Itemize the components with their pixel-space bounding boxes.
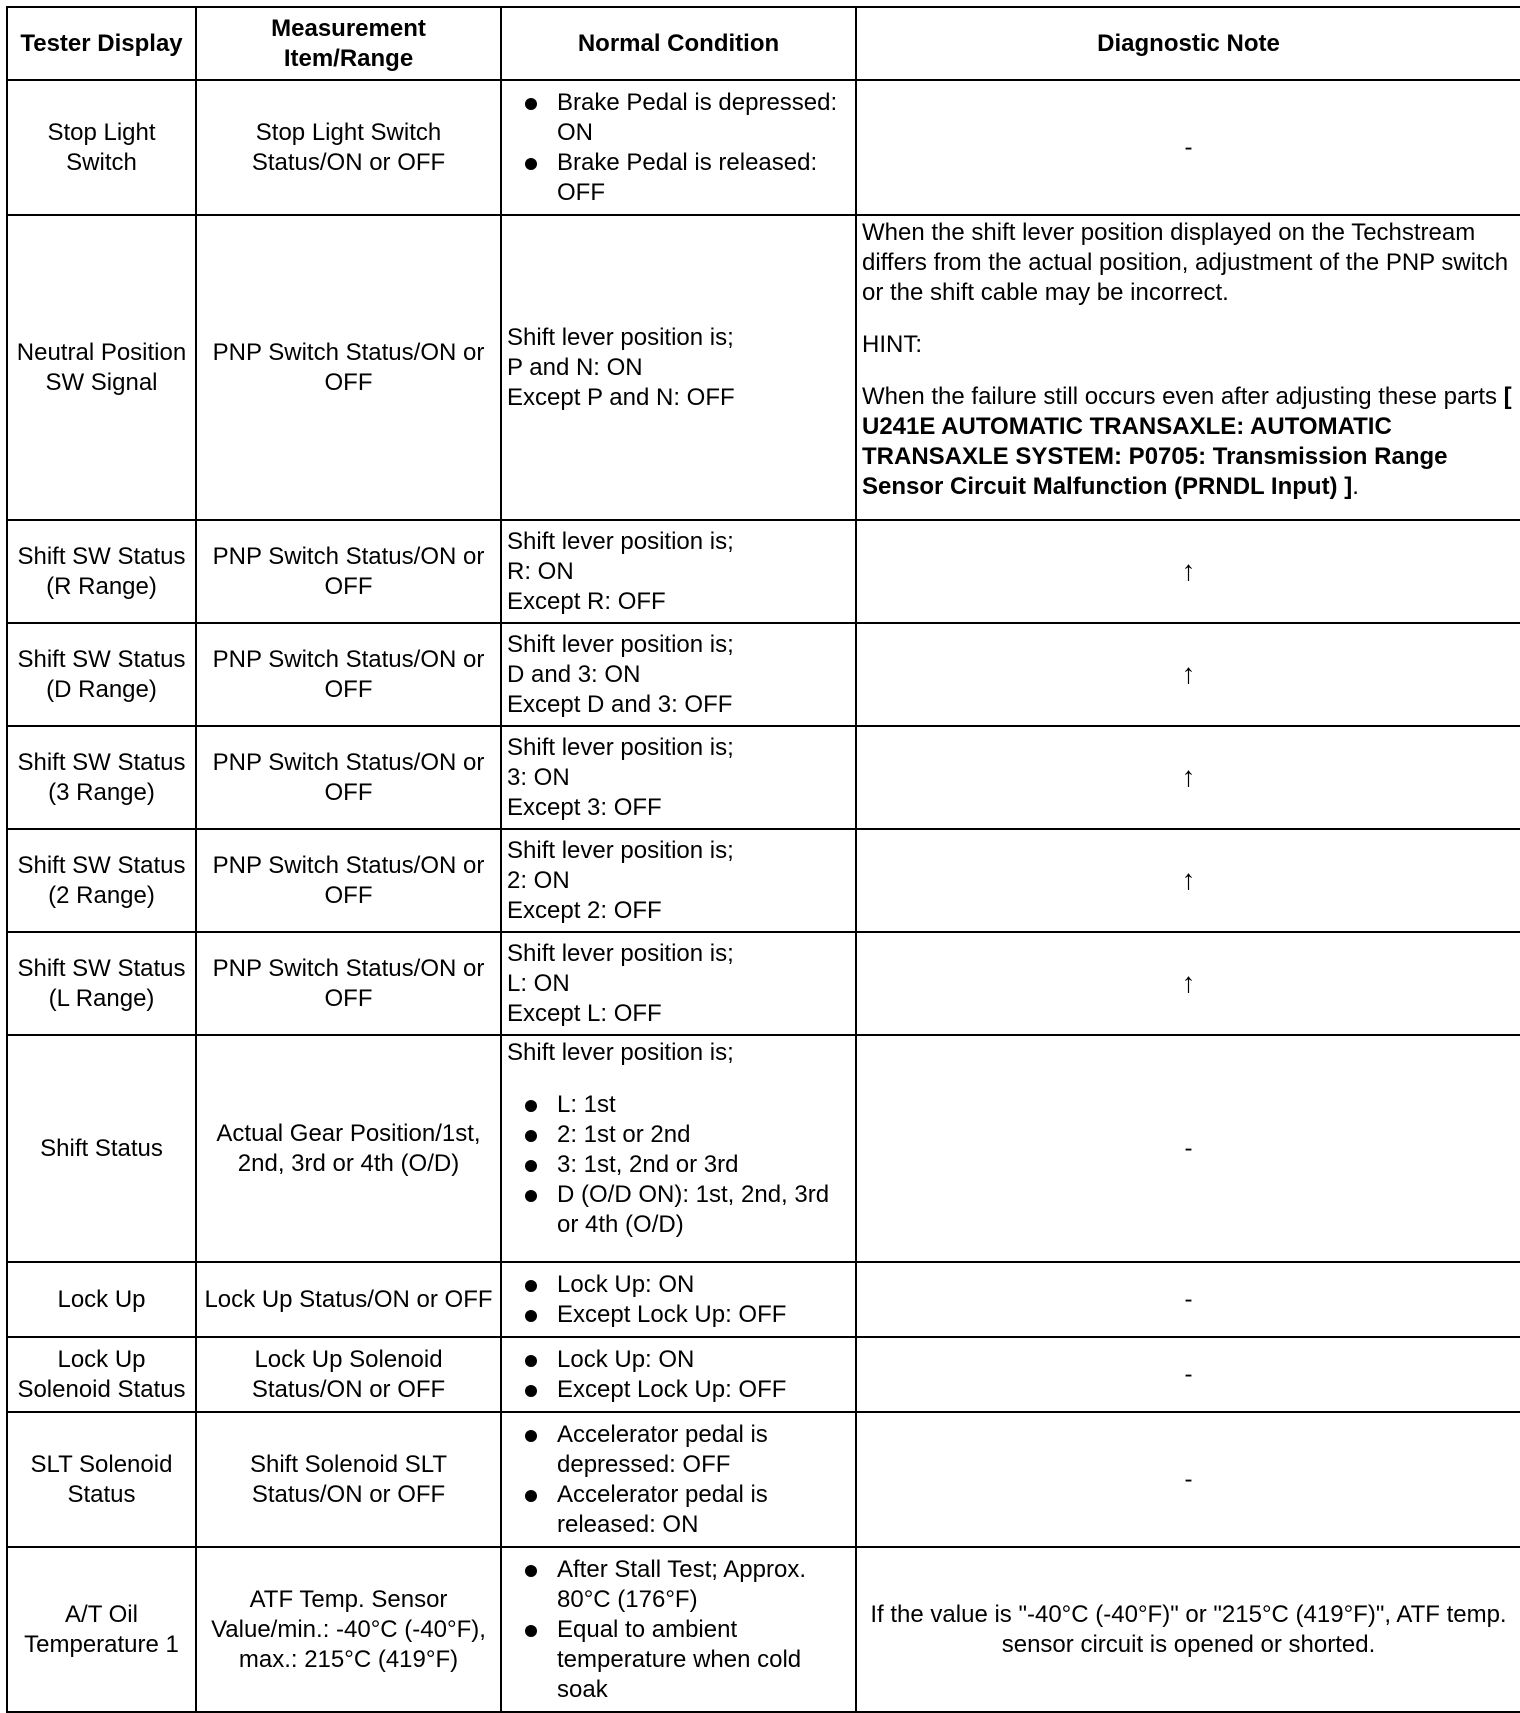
- table-row: [7, 829, 1520, 932]
- tester-display-cell: A/T Oil Temperature 1: [7, 1547, 196, 1712]
- normal-condition-cell: [501, 520, 856, 623]
- normal-condition-cell: [501, 1262, 856, 1337]
- normal-condition-cell: [501, 1547, 856, 1712]
- condition-line: Except D and 3: OFF: [507, 690, 733, 718]
- tester-display-cell: SLT Solenoid Status: [7, 1412, 196, 1547]
- condition-bullet: Brake Pedal is depressed: ON: [507, 88, 850, 148]
- diagnostic-note-cell: If the value is "-40°C (-40°F)" or "215°C (419°F)", ATF temp. sensor circuit is opened or shorted.: [856, 1547, 1520, 1712]
- condition-line: Shift lever position is;: [507, 939, 734, 967]
- tester-display-cell: Shift SW Status (3 Range): [7, 726, 196, 829]
- condition-bullet: After Stall Test; Approx. 80°C (176°F): [507, 1555, 850, 1615]
- note-paragraph: [862, 382, 1515, 502]
- measurement-cell: PNP Switch Status/ON or OFF: [196, 726, 501, 829]
- table-row: [7, 932, 1520, 1035]
- note-text-end: .: [1352, 473, 1359, 500]
- tester-display-cell: Shift SW Status (L Range): [7, 932, 196, 1035]
- measurement-cell: PNP Switch Status/ON or OFF: [196, 623, 501, 726]
- table-row: [7, 80, 1520, 215]
- condition-line: 2: ON: [507, 866, 570, 894]
- diagnostic-note-cell: -: [856, 1337, 1520, 1412]
- measurement-cell: Lock Up Status/ON or OFF: [196, 1262, 501, 1337]
- table-row: [7, 1547, 1520, 1712]
- diagnostic-note-cell: [856, 623, 1520, 726]
- tester-display-cell: Shift Status: [7, 1035, 196, 1262]
- diagnostic-note-cell: [856, 932, 1520, 1035]
- normal-condition-cell: [501, 623, 856, 726]
- condition-line: Shift lever position is;: [507, 836, 734, 864]
- condition-line: D and 3: ON: [507, 660, 641, 688]
- condition-bullet: L: 1st: [507, 1090, 850, 1120]
- diagnostic-note-cell: -: [856, 1412, 1520, 1547]
- condition-line: Except L: OFF: [507, 999, 662, 1027]
- condition-bullet: Lock Up: ON: [507, 1345, 850, 1375]
- condition-line: Shift lever position is;: [507, 733, 734, 761]
- measurement-cell: PNP Switch Status/ON or OFF: [196, 829, 501, 932]
- measurement-cell: Stop Light Switch Status/ON or OFF: [196, 80, 501, 215]
- condition-bullet: Except Lock Up: OFF: [507, 1375, 850, 1405]
- normal-condition-cell: [501, 80, 856, 215]
- spacer: [507, 1068, 850, 1090]
- measurement-cell: PNP Switch Status/ON or OFF: [196, 520, 501, 623]
- header-measurement-line2: Item/Range: [283, 44, 414, 72]
- diagnostic-note-cell: -: [856, 1262, 1520, 1337]
- condition-bullet: Accelerator pedal is depressed: OFF: [507, 1420, 850, 1480]
- condition-bullet: D (O/D ON): 1st, 2nd, 3rd or 4th (O/D): [507, 1180, 850, 1240]
- diagnostic-note-cell: [856, 215, 1520, 520]
- header-measurement-line1: Measurement: [271, 14, 426, 42]
- condition-bullet: 3: 1st, 2nd or 3rd: [507, 1150, 850, 1180]
- table-row: [7, 215, 1520, 520]
- measurement-cell: PNP Switch Status/ON or OFF: [196, 215, 501, 520]
- condition-line: Shift lever position is;: [507, 323, 734, 351]
- table-row: [7, 1412, 1520, 1547]
- measurement-cell: Lock Up Solenoid Status/ON or OFF: [196, 1337, 501, 1412]
- measurement-cell: Shift Solenoid SLT Status/ON or OFF: [196, 1412, 501, 1547]
- header-tester-display: Tester Display: [7, 7, 196, 80]
- normal-condition-cell: [501, 932, 856, 1035]
- condition-line: Shift lever position is;: [507, 630, 734, 658]
- table-row: [7, 1262, 1520, 1337]
- diagnostic-note-cell: [856, 726, 1520, 829]
- normal-condition-cell: [501, 1412, 856, 1547]
- tester-display-cell: Lock Up: [7, 1262, 196, 1337]
- tester-display-cell: Stop Light Switch: [7, 80, 196, 215]
- note-hint: HINT:: [862, 331, 922, 358]
- header-diagnostic-note: Diagnostic Note: [856, 7, 1520, 80]
- table-row: [7, 1337, 1520, 1412]
- condition-line: 3: ON: [507, 763, 570, 791]
- condition-bullet: Except Lock Up: OFF: [507, 1300, 850, 1330]
- diagnostic-note-cell: [856, 829, 1520, 932]
- ditto-arrow-icon: ↑: [1181, 966, 1196, 998]
- measurement-cell: PNP Switch Status/ON or OFF: [196, 932, 501, 1035]
- measurement-cell: ATF Temp. Sensor Value/min.: -40°C (-40°F), max.: 215°C (419°F): [196, 1547, 501, 1712]
- data-list-table: [6, 6, 1520, 1713]
- condition-line: Shift lever position is;: [507, 527, 734, 555]
- condition-intro: Shift lever position is;: [507, 1039, 734, 1066]
- normal-condition-cell: [501, 1035, 856, 1262]
- table-row: [7, 623, 1520, 726]
- normal-condition-cell: [501, 829, 856, 932]
- tester-display-cell: Shift SW Status (D Range): [7, 623, 196, 726]
- header-normal-condition: Normal Condition: [501, 7, 856, 80]
- diagnostic-note-cell: [856, 520, 1520, 623]
- condition-line: Except P and N: OFF: [507, 383, 735, 411]
- ditto-arrow-icon: ↑: [1181, 657, 1196, 689]
- measurement-cell: Actual Gear Position/1st, 2nd, 3rd or 4th (O/D): [196, 1035, 501, 1262]
- condition-line: L: ON: [507, 969, 570, 997]
- normal-condition-cell: [501, 215, 856, 520]
- condition-line: P and N: ON: [507, 353, 643, 381]
- condition-line: Except R: OFF: [507, 587, 666, 615]
- table-row: [7, 520, 1520, 623]
- diagnostic-note-cell: -: [856, 80, 1520, 215]
- condition-bullet: Equal to ambient temperature when cold soak: [507, 1615, 850, 1705]
- diagnostic-note-cell: -: [856, 1035, 1520, 1262]
- condition-bullet: 2: 1st or 2nd: [507, 1120, 850, 1150]
- note-paragraph: When the shift lever position displayed on the Techstream differs from the actual position, adjustment of the PNP switch or the shift cable may be incorrect.: [862, 219, 1509, 306]
- tester-display-cell: Lock Up Solenoid Status: [7, 1337, 196, 1412]
- ditto-arrow-icon: ↑: [1181, 863, 1196, 895]
- tester-display-cell: Neutral Position SW Signal: [7, 215, 196, 520]
- ditto-arrow-icon: ↑: [1181, 760, 1196, 792]
- normal-condition-cell: [501, 1337, 856, 1412]
- condition-line: Except 3: OFF: [507, 793, 662, 821]
- condition-bullet: Lock Up: ON: [507, 1270, 850, 1300]
- tester-display-cell: Shift SW Status (R Range): [7, 520, 196, 623]
- condition-line: R: ON: [507, 557, 574, 585]
- table-row: [7, 726, 1520, 829]
- ditto-arrow-icon: ↑: [1181, 554, 1196, 586]
- condition-bullet: Accelerator pedal is released: ON: [507, 1480, 850, 1540]
- table-row: [7, 1035, 1520, 1262]
- tester-display-cell: Shift SW Status (2 Range): [7, 829, 196, 932]
- condition-line: Except 2: OFF: [507, 896, 662, 924]
- header-measurement: [196, 7, 501, 80]
- normal-condition-cell: [501, 726, 856, 829]
- condition-bullet: Brake Pedal is released: OFF: [507, 148, 850, 208]
- table-header-row: [7, 7, 1520, 80]
- dtc-reference-link[interactable]: [ U241E AUTOMATIC TRANSAXLE: AUTOMATIC TRANSAXLE SYSTEM: P0705: Transmission Range Sensor Circuit Malfunction (PRNDL Input) ]: [862, 383, 1512, 500]
- note-text: When the failure still occurs even after adjusting these parts: [862, 383, 1497, 410]
